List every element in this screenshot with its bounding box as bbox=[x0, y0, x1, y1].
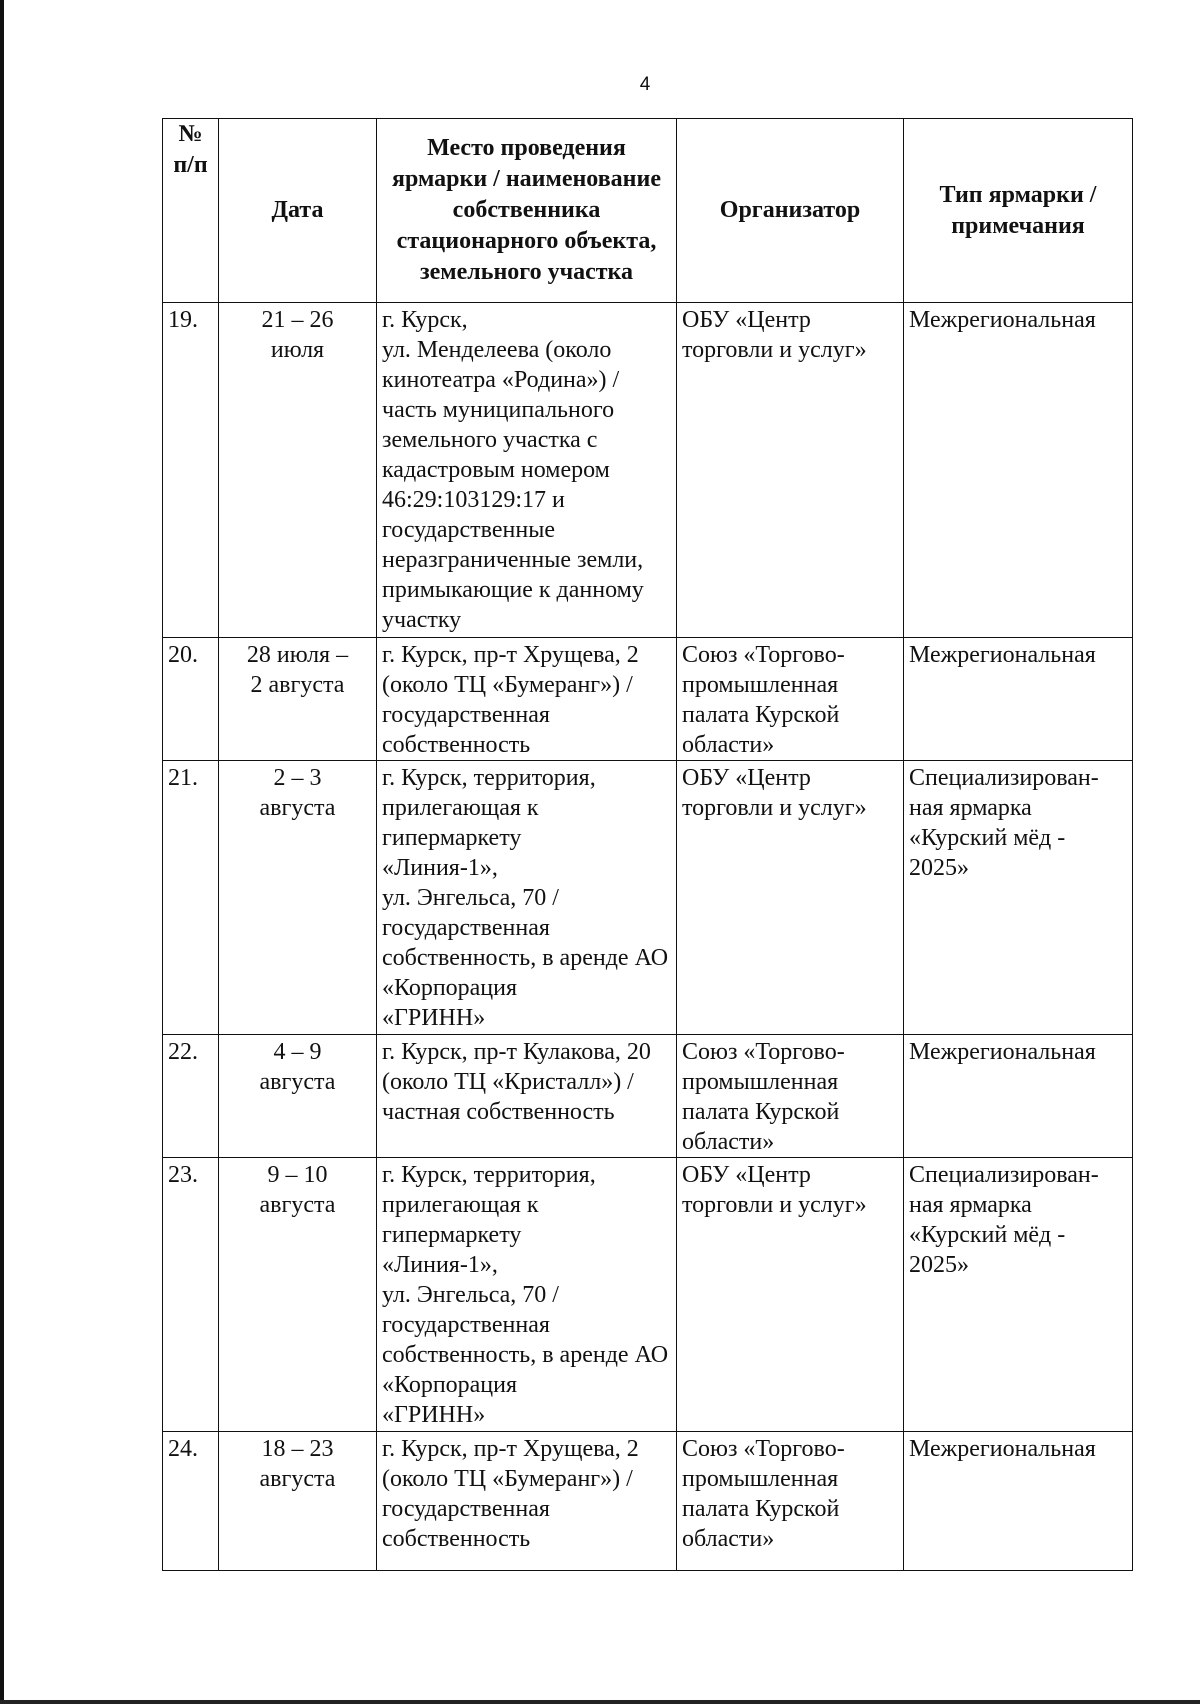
row-organizer: ОБУ «Центр торговли и услуг» bbox=[677, 1158, 904, 1432]
fairs-schedule-table bbox=[162, 118, 1133, 1571]
row-type: Межрегиональная bbox=[904, 303, 1133, 638]
table-row bbox=[163, 1035, 1133, 1158]
row-number: 23. bbox=[163, 1158, 219, 1432]
header-date: Дата bbox=[219, 119, 377, 303]
table-row bbox=[163, 638, 1133, 761]
row-place: г. Курск, ул. Менделеева (около кинотеатра «Родина») / часть муниципального земельного участка с кадастровым номером 46:29:103129:17 и государственные неразграниченные земли, примыкающие к данному участку bbox=[377, 303, 677, 638]
row-place: г. Курск, территория, прилегающая к гипермаркету «Линия-1», ул. Энгельса, 70 / государственная собственность, в аренде АО «Корпорация «ГРИНН» bbox=[377, 761, 677, 1035]
row-place: г. Курск, пр-т Кулакова, 20 (около ТЦ «Кристалл») / частная собственность bbox=[377, 1035, 677, 1158]
row-number: 20. bbox=[163, 638, 219, 761]
row-organizer: ОБУ «Центр торговли и услуг» bbox=[677, 303, 904, 638]
row-place: г. Курск, территория, прилегающая к гипермаркету «Линия-1», ул. Энгельса, 70 / государственная собственность, в аренде АО «Корпорация «ГРИНН» bbox=[377, 1158, 677, 1432]
row-date: 9 – 10 августа bbox=[219, 1158, 377, 1432]
row-number: 19. bbox=[163, 303, 219, 638]
row-type: Специализирован-ная ярмарка «Курский мёд - 2025» bbox=[904, 1158, 1133, 1432]
scan-bottom-border bbox=[0, 1700, 1200, 1704]
row-type: Межрегиональная bbox=[904, 1432, 1133, 1571]
table-row bbox=[163, 761, 1133, 1035]
row-number: 24. bbox=[163, 1432, 219, 1571]
row-number: 21. bbox=[163, 761, 219, 1035]
row-date: 28 июля – 2 августа bbox=[219, 638, 377, 761]
row-organizer: Союз «Торгово-промышленная палата Курской области» bbox=[677, 1432, 904, 1571]
row-organizer: ОБУ «Центр торговли и услуг» bbox=[677, 761, 904, 1035]
table-row bbox=[163, 303, 1133, 638]
page-number: 4 bbox=[639, 74, 651, 95]
table-row bbox=[163, 1158, 1133, 1432]
row-type: Межрегиональная bbox=[904, 638, 1133, 761]
header-type: Тип ярмарки / примечания bbox=[904, 119, 1133, 303]
header-number: № п/п bbox=[163, 119, 219, 303]
row-organizer: Союз «Торгово-промышленная палата Курской области» bbox=[677, 638, 904, 761]
row-type: Межрегиональная bbox=[904, 1035, 1133, 1158]
row-date: 18 – 23 августа bbox=[219, 1432, 377, 1571]
table-row bbox=[163, 1432, 1133, 1571]
row-place: г. Курск, пр-т Хрущева, 2 (около ТЦ «Бумеранг») / государственная собственность bbox=[377, 1432, 677, 1571]
row-type: Специализирован-ная ярмарка «Курский мёд - 2025» bbox=[904, 761, 1133, 1035]
row-place: г. Курск, пр-т Хрущева, 2 (около ТЦ «Бумеранг») / государственная собственность bbox=[377, 638, 677, 761]
row-number: 22. bbox=[163, 1035, 219, 1158]
row-organizer: Союз «Торгово-промышленная палата Курской области» bbox=[677, 1035, 904, 1158]
row-date: 4 – 9 августа bbox=[219, 1035, 377, 1158]
header-organizer: Организатор bbox=[677, 119, 904, 303]
scan-left-border bbox=[0, 0, 4, 1704]
row-date: 21 – 26 июля bbox=[219, 303, 377, 638]
header-place: Место проведения ярмарки / наименование собственника стационарного объекта, земельного участка bbox=[377, 119, 677, 303]
table-header-row bbox=[163, 119, 1133, 303]
row-date: 2 – 3 августа bbox=[219, 761, 377, 1035]
